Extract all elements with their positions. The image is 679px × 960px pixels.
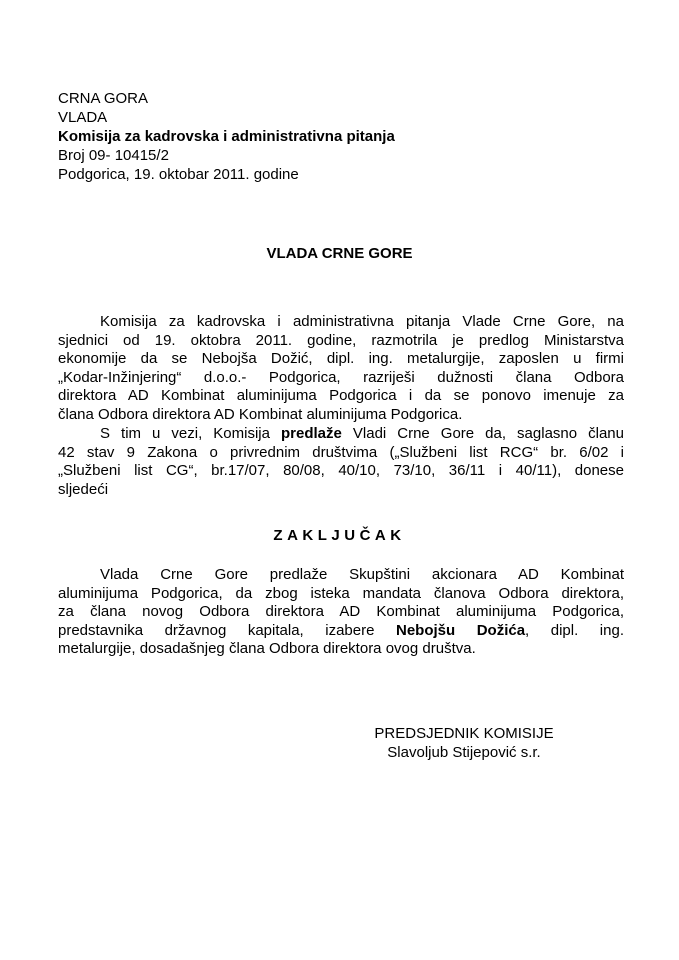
signature-block bbox=[344, 724, 584, 762]
paragraph-1-line: sjednici od 19. oktobra 2011. godine, razmotrila je predlog Ministarstva bbox=[58, 331, 624, 349]
paragraph-3-text: , dipl. ing. bbox=[525, 621, 624, 639]
paragraph-2-bold-text: predlaže bbox=[281, 425, 342, 442]
paragraph-3-text: predstavnika državnog kapitala, izabere bbox=[58, 621, 396, 639]
paragraph-2 bbox=[58, 425, 624, 499]
conclusion-heading: ZAKLJUČAK bbox=[273, 527, 406, 544]
paragraph-3-line bbox=[58, 622, 624, 641]
header-commission: Komisija za kadrovska i administrativna pitanja bbox=[58, 128, 395, 145]
document-title: VLADA CRNE GORE bbox=[266, 245, 413, 262]
signature-role: PREDSJEDNIK KOMISIJE bbox=[374, 725, 554, 742]
paragraph-1-line: direktora AD Kombinat aluminijuma Podgorica i da se ponovo imenuje za bbox=[58, 387, 624, 405]
paragraph-3-bold-text: Nebojšu Dožića bbox=[395, 621, 526, 639]
paragraph-3-line: Vlada Crne Gore predlaže Skupštini akcionara AD Kombinat bbox=[100, 566, 624, 583]
paragraph-3-line: aluminijuma Podgorica, da zbog isteka mandata članova Odbora direktora, bbox=[58, 584, 624, 602]
header-country: CRNA GORA bbox=[58, 90, 149, 107]
header-place-date: Podgorica, 19. oktobar 2011. godine bbox=[58, 166, 299, 183]
paragraph-1-line: Komisija za kadrovska i administrativna pitanja Vlade Crne Gore, na bbox=[100, 313, 624, 330]
signature-name: Slavoljub Stijepović s.r. bbox=[387, 744, 541, 761]
paragraph-2-text: Vladi Crne Gore da, saglasno članu bbox=[341, 425, 624, 442]
header-government: VLADA bbox=[58, 109, 108, 126]
paragraph-2-text: S tim u vezi, Komisija bbox=[100, 425, 281, 442]
paragraph-3 bbox=[58, 566, 624, 659]
paragraph-2-line: 42 stav 9 Zakona o privrednim društvima („Službeni list RCG“ br. 6/02 i bbox=[58, 443, 624, 461]
header-number: Broj 09- 10415/2 bbox=[58, 147, 169, 164]
paragraph-1 bbox=[58, 313, 624, 425]
paragraph-1-line: „Kodar-Inžinjering“ d.o.o.- Podgorica, razriješi dužnosti člana Odbora bbox=[58, 368, 624, 386]
paragraph-1-line: člana Odbora direktora AD Kombinat aluminijuma Podgorica. bbox=[58, 405, 463, 423]
paragraph-3-line: za člana novog Odbora direktora AD Kombinat aluminijuma Podgorica, bbox=[58, 603, 624, 621]
paragraph-1-line: ekonomije da se Nebojša Dožić, dipl. ing. metalurgije, zaposlen u firmi bbox=[58, 350, 624, 368]
paragraph-2-line: „Službeni list CG“, br.17/07, 80/08, 40/10, 73/10, 36/11 i 40/11), donese bbox=[58, 462, 624, 480]
paragraph-2-line: sljedeći bbox=[58, 480, 109, 498]
document-header bbox=[58, 89, 395, 184]
paragraph-2-line bbox=[58, 425, 624, 444]
paragraph-3-line: metalurgije, dosadašnjeg člana Odbora direktora ovog društva. bbox=[58, 640, 476, 658]
